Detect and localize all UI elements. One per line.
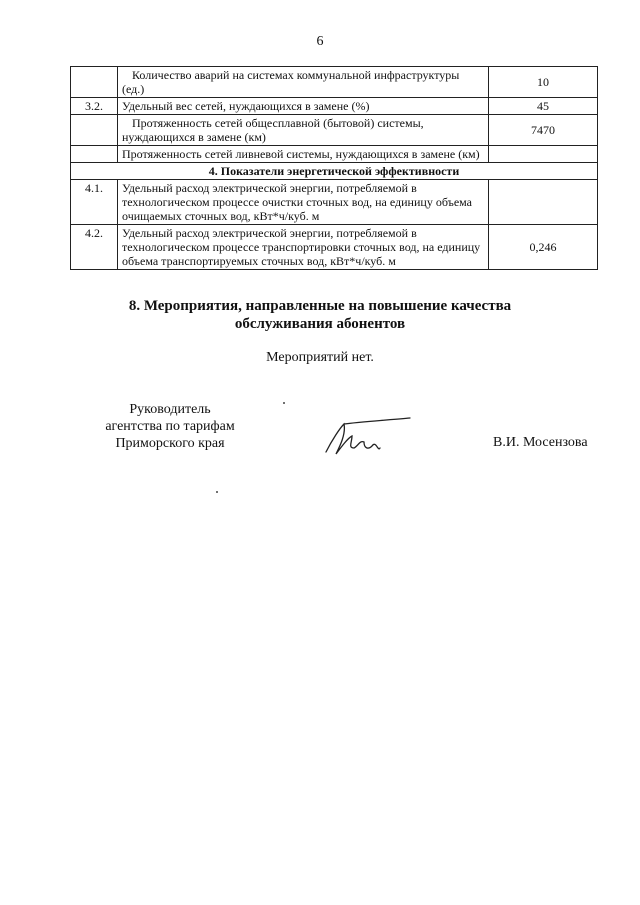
table-section-row — [71, 163, 598, 180]
page-number: 6 — [316, 34, 324, 49]
table-row — [71, 98, 598, 115]
signatory-title-line-1: Руководитель — [129, 402, 211, 417]
table-row — [71, 67, 598, 98]
indicator-value: 0,246 — [489, 225, 598, 270]
section-8-body: Мероприятий нет. — [266, 350, 374, 365]
indicator-name: Удельный расход электрической энергии, потребляемой в технологическом процессе очистки сточных вод, на единицу объема очищаемых сточных вод, кВт*ч/куб. м — [118, 180, 489, 225]
indicator-value — [489, 146, 598, 163]
row-number — [71, 146, 118, 163]
row-number — [71, 115, 118, 146]
row-number — [71, 67, 118, 98]
row-number: 3.2. — [71, 98, 118, 115]
stray-mark — [216, 491, 218, 493]
indicator-value: 45 — [489, 98, 598, 115]
stray-mark — [283, 402, 285, 404]
row-number: 4.2. — [71, 225, 118, 270]
indicator-value: 7470 — [489, 115, 598, 146]
signatory-title — [80, 401, 260, 452]
table-row — [71, 180, 598, 225]
indicator-name: Протяженность сетей общесплавной (бытовой) системы, нуждающихся в замене (км) — [118, 115, 489, 146]
table-row — [71, 146, 598, 163]
indicator-name: Количество аварий на системах коммунальной инфраструктуры (ед.) — [118, 67, 489, 98]
indicator-name: Протяженность сетей ливневой системы, нуждающихся в замене (км) — [118, 146, 489, 163]
indicators-table — [70, 66, 598, 270]
indicator-value — [489, 180, 598, 225]
row-number: 4.1. — [71, 180, 118, 225]
section-title: 4. Показатели энергетической эффективности — [71, 163, 598, 180]
section-8-heading — [0, 297, 640, 333]
signatory-title-line-2: агентства по тарифам — [105, 419, 235, 434]
handwritten-signature — [318, 412, 418, 462]
indicators-table-body — [71, 67, 598, 270]
table-row — [71, 115, 598, 146]
signatory-name: В.И. Мосензова — [493, 435, 588, 450]
signatory-title-line-3: Приморского края — [115, 436, 225, 451]
indicator-name: Удельный расход электрической энергии, потребляемой в технологическом процессе транспортировки сточных вод, на единицу объема транспортируемых сточных вод, кВт*ч/куб. м — [118, 225, 489, 270]
section-8-heading-line-1: 8. Мероприятия, направленные на повышение качества — [128, 298, 512, 314]
table-row — [71, 225, 598, 270]
indicator-value: 10 — [489, 67, 598, 98]
indicator-name: Удельный вес сетей, нуждающихся в замене (%) — [118, 98, 489, 115]
section-8-heading-line-2: обслуживания абонентов — [234, 316, 406, 332]
